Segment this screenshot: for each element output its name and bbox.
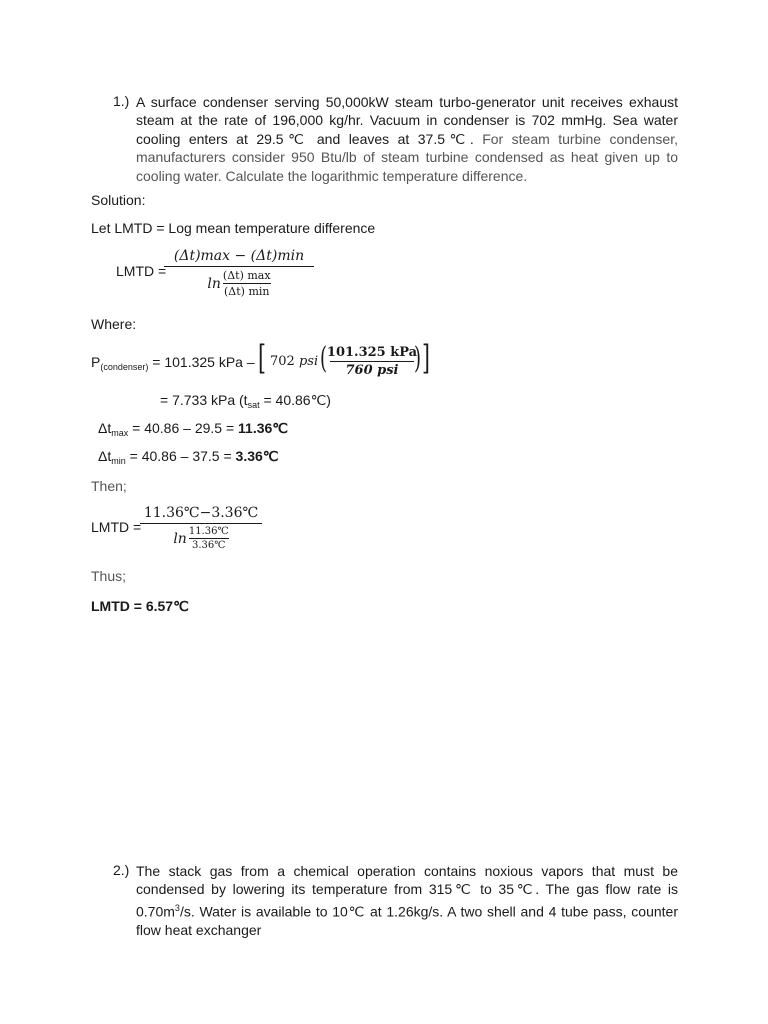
conversion-denominator: 760 psi bbox=[345, 363, 399, 378]
fraction-bar bbox=[164, 266, 314, 267]
ln-symbol: ln bbox=[173, 530, 187, 547]
inner-fraction bbox=[189, 526, 229, 551]
delta-t-min: $\Delta t_{min} = 40.86 - 37.5$ = 3.36℃ bbox=[98, 448, 279, 466]
inner-fraction-bar bbox=[223, 283, 271, 284]
lmtd-calculation bbox=[140, 505, 262, 551]
inner-fraction-bar bbox=[189, 538, 229, 539]
conversion-bar bbox=[330, 361, 414, 362]
delta-t-max-value: 11.36℃ bbox=[238, 420, 289, 436]
pressure-bracket-expression bbox=[258, 338, 430, 382]
right-bracket: ] bbox=[422, 338, 430, 378]
problem-2-text: The stack gas from a chemical operation contains noxious vapors that must be condensed by lowering its temperature from 315℃ to 35℃. The gas flow rate is $0.70m^3/s$. Water is available to 10℃ at 1.26kg/s. A two shell and 4 tube pass, counter flow heat exchanger bbox=[136, 863, 678, 938]
conversion-numerator: 101.325 kPa bbox=[326, 345, 418, 360]
inner-denominator: 3.36℃ bbox=[192, 540, 226, 551]
pressure-subscript: (condenser) bbox=[100, 362, 149, 372]
pressure-result: = 7.733 kPa ($t_{sat}$ = 40.86℃) bbox=[160, 392, 331, 410]
final-answer: LMTD = 6.57℃ bbox=[91, 598, 189, 614]
inner-denominator: (Δt) min bbox=[224, 285, 270, 298]
lmtd-formula bbox=[164, 248, 314, 298]
problem-1-text-main: A surface condenser serving 50,000kW steam turbo-generator unit receives exhaust steam at the rate of 196,000 kg/hr. Vacuum in condenser is 702 mmHg. Sea water cooling enters at 29.5℃ and leaves at 37.5℃. bbox=[136, 94, 678, 147]
right-paren: ) bbox=[414, 341, 422, 376]
where-label: Where: bbox=[91, 316, 137, 332]
then-label: Then; bbox=[91, 478, 127, 494]
left-paren: ( bbox=[320, 341, 328, 376]
inner-numerator: (Δt) max bbox=[222, 269, 271, 282]
lmtd-formula-numerator: (Δt)max − (Δt)min bbox=[173, 248, 305, 264]
lmtd-calc-denominator bbox=[173, 526, 228, 551]
pressure-rhs: = 101.325 kPa – bbox=[148, 354, 255, 370]
lmtd-definition: Let LMTD = Log mean temperature difference bbox=[91, 220, 376, 236]
bracket-value: 702 psi bbox=[270, 354, 319, 369]
problem-1-text-secondary: For steam turbine condenser, manufacturers consider 950 Btu/lb of steam turbine condensed as heat given up to cooling water. Calculate the logarithmic temperature difference. bbox=[136, 130, 678, 184]
solution-heading: Solution: bbox=[91, 192, 146, 208]
delta-t-max: $\Delta t_{max} = 40.86 - 29.5$ = 11.36℃ bbox=[98, 420, 289, 438]
thus-label: Thus; bbox=[91, 568, 127, 584]
pressure-line bbox=[91, 354, 255, 372]
inner-fraction bbox=[223, 269, 271, 298]
ln-symbol: ln bbox=[207, 275, 221, 292]
lmtd-calc-bar bbox=[140, 523, 262, 524]
left-bracket: [ bbox=[258, 338, 266, 378]
inner-numerator: 11.36℃ bbox=[188, 526, 229, 537]
pressure-symbol: P bbox=[91, 354, 101, 370]
lmtd-formula-denominator bbox=[207, 269, 270, 298]
lmtd-calc-numerator: 11.36℃−3.36℃ bbox=[143, 505, 259, 521]
problem-1-number: 1.) bbox=[113, 93, 130, 109]
problem-2-number: 2.) bbox=[113, 862, 130, 878]
delta-t-min-value: 3.36℃ bbox=[235, 448, 279, 464]
lmtd2-label: LMTD = bbox=[91, 519, 142, 535]
conversion-fraction bbox=[326, 345, 418, 378]
problem-1-text bbox=[136, 93, 678, 185]
lmtd-label: LMTD = bbox=[116, 263, 167, 279]
